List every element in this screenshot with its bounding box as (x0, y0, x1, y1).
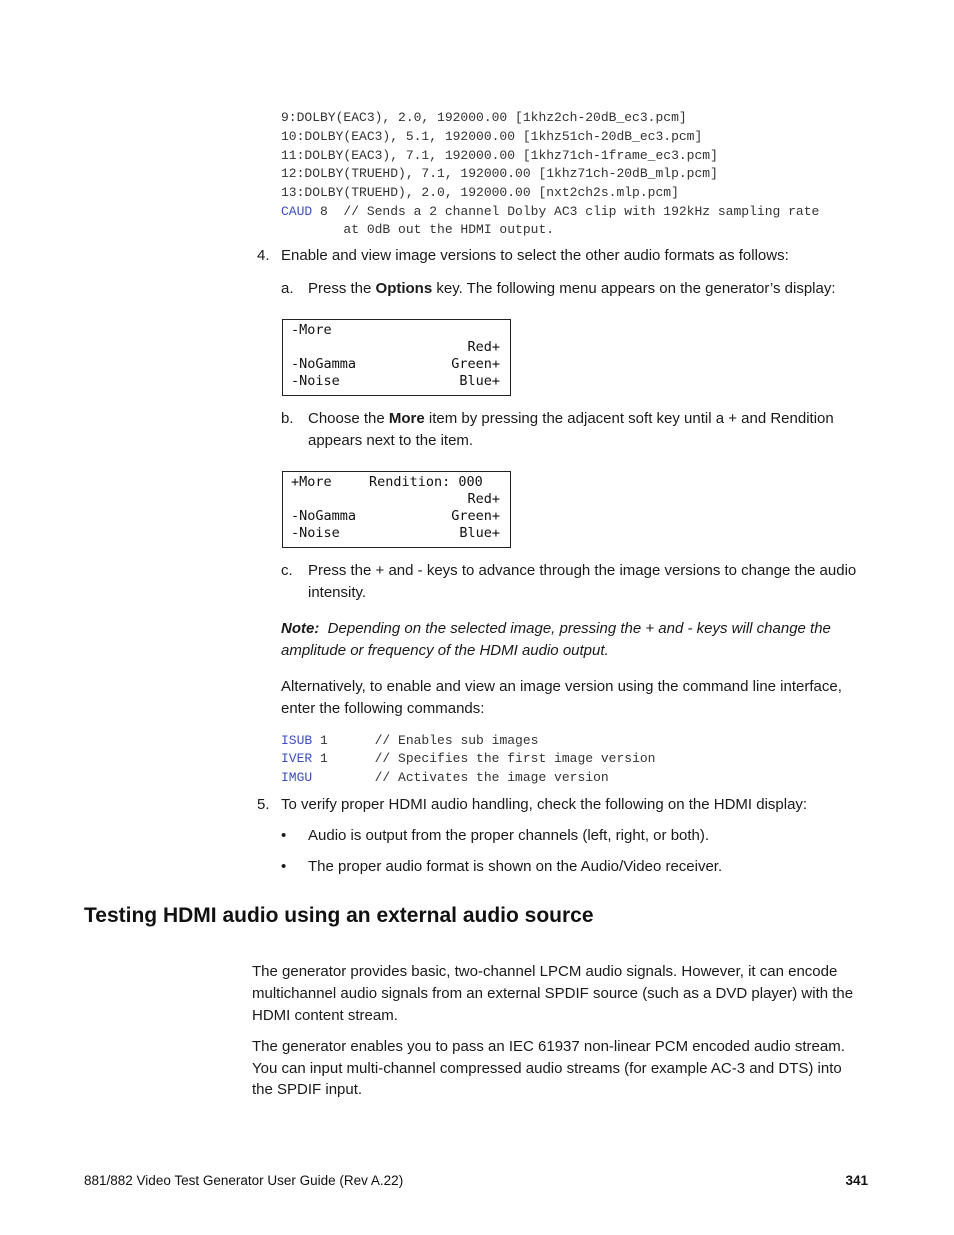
paragraph-line: HDMI content stream. (252, 1007, 398, 1024)
code-line-caud (281, 202, 819, 221)
step-number: 4. (257, 247, 270, 264)
command-keyword: CAUD (281, 204, 313, 219)
display-row: -More (291, 322, 332, 338)
substep-text: intensity. (308, 584, 367, 601)
command-comment: 8 // Sends a 2 channel Dolby AC3 clip with 192kHz sampling rate (312, 204, 820, 219)
code-line: 11:DOLBY(EAC3), 7.1, 192000.00 [1khz71ch-1frame_ec3.pcm] (281, 148, 718, 163)
paragraph-line: the SPDIF input. (252, 1081, 363, 1098)
code-line: 12:DOLBY(TRUEHD), 7.1, 192000.00 [1khz71ch-20dB_mlp.pcm] (281, 166, 718, 181)
generator-display (282, 319, 511, 396)
substep-label: a. (281, 280, 294, 297)
display-row: -NoGamma Green+ (291, 356, 500, 372)
code-line: 10:DOLBY(EAC3), 5.1, 192000.00 [1khz51ch-20dB_ec3.pcm] (281, 129, 703, 144)
bullet-item: The proper audio format is shown on the Audio/Video receiver. (308, 858, 723, 875)
paragraph-line: The generator enables you to pass an IEC 61937 non-linear PCM encoded audio stream. (252, 1038, 845, 1055)
step-text: To verify proper HDMI audio handling, check the following on the HDMI display: (281, 796, 808, 813)
command-keyword: IVER (281, 751, 313, 766)
substep-text: Choose the More item by pressing the adjacent soft key until a + and Rendition (308, 410, 834, 427)
display-row: Red+ (467, 339, 500, 355)
step-number: 5. (257, 796, 270, 813)
footer-title: 881/882 Video Test Generator User Guide (Rev A.22) (84, 1173, 404, 1188)
bullet-icon: • (281, 827, 287, 844)
note-label: Note: (281, 620, 320, 637)
command-line: ISUB 1 // Enables sub images (281, 733, 539, 748)
substep-text: appears next to the item. (308, 432, 474, 449)
substep-label: b. (281, 410, 294, 427)
generator-display (282, 471, 511, 548)
paragraph-line: You can input multi-channel compressed audio streams (for example AC-3 and DTS) into (252, 1060, 842, 1077)
paragraph-line: Alternatively, to enable and view an image version using the command line interface, (281, 678, 842, 695)
command-line: IMGU // Activates the image version (281, 770, 609, 785)
note: Note: Depending on the selected image, pressing the + and - keys will change the (281, 620, 831, 637)
substep-text: Press the + and - keys to advance through the image versions to change the audio (308, 562, 857, 579)
page-number: 341 (845, 1173, 868, 1188)
display-row: -Noise Blue+ (291, 525, 500, 541)
code-line: 9:DOLBY(EAC3), 2.0, 192000.00 [1khz2ch-20dB_ec3.pcm] (281, 110, 687, 125)
options-key: Options (375, 280, 433, 297)
command-keyword: ISUB (281, 733, 313, 748)
display-row: -NoGamma Green+ (291, 508, 500, 524)
step-text: Enable and view image versions to select the other audio formats as follows: (281, 247, 789, 264)
substep-text: Press the Options key. The following menu appears on the generator’s display: (308, 280, 836, 297)
paragraph-line: The generator provides basic, two-channel LPCM audio signals. However, it can encode (252, 963, 838, 980)
bullet-icon: • (281, 858, 287, 875)
display-row: -Noise Blue+ (291, 373, 500, 389)
more-item: More (388, 410, 425, 427)
substep-label: c. (281, 562, 293, 579)
command-line: IVER 1 // Specifies the first image version (281, 751, 656, 766)
command-keyword: IMGU (281, 770, 313, 785)
display-row: Red+ (467, 491, 500, 507)
note-text: amplitude or frequency of the HDMI audio output. (281, 642, 609, 659)
display-row: +More Rendition: 000 (291, 474, 483, 490)
paragraph-line: enter the following commands: (281, 700, 485, 717)
bullet-item: Audio is output from the proper channels (left, right, or both). (308, 827, 710, 844)
code-line: at 0dB out the HDMI output. (281, 222, 555, 237)
section-heading: Testing HDMI audio using an external audio source (84, 904, 594, 927)
code-line: 13:DOLBY(TRUEHD), 2.0, 192000.00 [nxt2ch2s.mlp.pcm] (281, 185, 679, 200)
paragraph-line: multichannel audio signals from an external SPDIF source (such as a DVD player) with the (252, 985, 854, 1002)
